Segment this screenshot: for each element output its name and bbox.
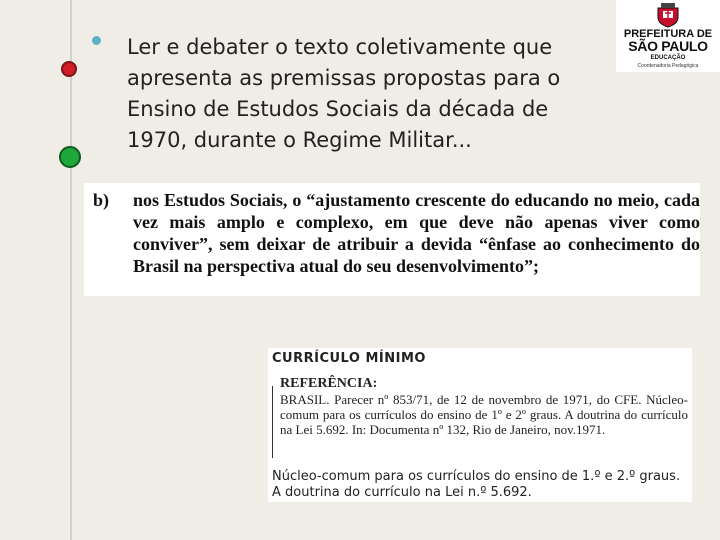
bullet-icon [92, 36, 101, 45]
logo-line-4: Coordenadoria Pedagógica [637, 63, 699, 69]
excerpt-b-text: nos Estudos Sociais, o “ajustamento crescente do educando no meio, cada vez mais amplo e complexo, em que deve não apenas viver como conviver”, sem deixar de atribuir a devida “ênfase ao conhecimento do Brasil na perspectiva atual do seu desenvolvimento”; [133, 190, 700, 276]
reference-bar [272, 386, 273, 458]
logo-line-1: PREFEITURA DE [623, 28, 713, 40]
slide-text: Ler e debater o texto coletivamente que apresenta as premissas propostas para o Ensino de Estudos Sociais da década de 1970, durante o Regime Militar... [127, 35, 561, 152]
curriculo-scan [268, 348, 692, 502]
reference-body: BRASIL. Parecer nº 853/71, de 12 de novembro de 1971, do CFE. Núcleo-comum para os currículos do ensino de 1º e 2º graus. A doutrina do currículo na Lei 5.692. In: Documenta nº 132, Rio de Janeiro, nov.1971. [280, 392, 688, 437]
timeline-line [70, 0, 72, 540]
green-circle-marker [59, 146, 81, 168]
logo-line-2: SÃO PAULO [628, 38, 708, 54]
prefeitura-logo [616, 0, 720, 72]
excerpt-b-scan [84, 183, 700, 296]
logo-line-3: EDUCAÇÃO [650, 55, 686, 61]
excerpt-b-label: b) [93, 190, 110, 210]
red-circle-marker [61, 61, 77, 77]
reference-heading: REFERÊNCIA: [280, 376, 378, 391]
crest-icon [656, 2, 680, 28]
curriculo-title: CURRÍCULO MÍNIMO [272, 351, 426, 366]
curriculo-caption: Núcleo-comum para os currículos do ensino de 1.º e 2.º graus. A doutrina do currículo na Lei n.º 5.692. [272, 469, 681, 500]
